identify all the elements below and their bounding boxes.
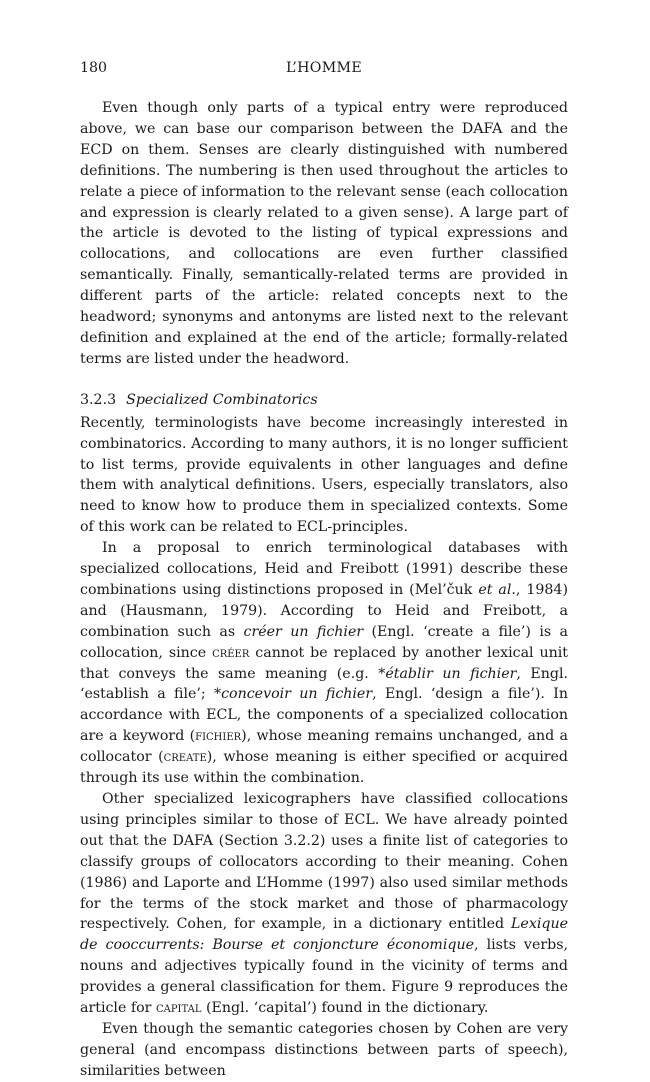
paragraph-5: Even though the semantic categories chosen by Cohen are very general (and encompass distinctions between parts of speech), similarities between (80, 1020, 568, 1079)
section-number: 3.2.3 (80, 391, 117, 408)
example-phrase: *concevoir un fichier (214, 686, 373, 703)
small-caps-term: capital (155, 1000, 202, 1017)
page-number: 180 (80, 60, 108, 76)
paragraph-2: Recently, terminologists have become increasingly interested in combinatorics. According to many authors, it is no longer sufficient to list terms, provide equivalents in other languages and define them with analytical definitions. Users, especially translators, also need to know how to produce them in specialized contexts. Some of this work can be related to ECL-principles. (80, 414, 568, 536)
example-phrase: créer un fichier (243, 623, 364, 640)
text-run: ), whose meaning is either specified or acquired through its use within the combination. (80, 749, 569, 787)
text-run: ), whose meaning remains unchanged, and a collocator ( (80, 728, 568, 766)
text-run: , Engl. ‘design a file’). In accordance with ECL, the components of a specialized collocation are a keyword ( (80, 686, 568, 745)
text-run: (Engl. ‘create a file’) is a collocation, since (80, 623, 569, 661)
example-phrase: *établir un fichier (378, 665, 517, 682)
page (80, 58, 568, 1082)
section-title: Specialized Combinatorics (126, 391, 318, 408)
small-caps-term: create (163, 749, 207, 766)
book-title: Lexique de cooccurrents: Bourse et conjoncture économique (80, 916, 568, 954)
paragraph-1: Even though only parts of a typical entry were reproduced above, we can base our comparison between the DAFA and the ECD on them. Senses are clearly distinguished with numbered definitions. The numbering is then used throughout the articles to relate a piece of information to the relevant sense (each collocation and expression is clearly related to a given sense). A large part of the article is devoted to the listing of typical expressions and collocations, and collocations are even further classified semantically. Finally, semantically-related terms are provided in different parts of the article: related concepts next to the headword; synonyms and antonyms are listed next to the relevant definition and explained at the end of the article; formally-related terms are listed under the headword. (80, 100, 568, 367)
small-caps-term: créer (212, 644, 250, 661)
text-run: , 1984) and (Hausmann, 1979). According to Heid and Freibott, a combination such as (80, 581, 568, 640)
text-run: , lists verbs, nouns and adjectives typically found in the vicinity of terms and provides a general classification for them. Figure 9 reproduces the article for (80, 937, 568, 1017)
running-title: L’HOMME (285, 60, 363, 76)
text-run: (Engl. ‘capital’) found in the dictionary. (201, 1000, 489, 1017)
small-caps-term: fichier (195, 728, 242, 745)
text-run: In a proposal to enrich terminological databases with specialized collocations, Heid and Freibott (1991) describe these combinations using distinctions proposed in (Mel’čuk (80, 540, 568, 598)
italic-text: et al. (478, 581, 516, 598)
paragraph-4 (80, 789, 568, 1019)
text-run: , Engl. ‘establish a file’; (80, 665, 568, 703)
section-heading (80, 390, 568, 411)
text-run: Other specialized lexicographers have classified collocations using principles similar to those of ECL. We have already pointed out that the DAFA (Section 3.2.2) uses a finite list of categories to classify groups of collocators according to their meaning. Cohen (1986) and Laporte and L’Homme (1997) also used similar methods for the terms of the stock market and those of pharmacology respectively. Cohen, for example, in a dictionary entitled (80, 791, 568, 933)
running-head (80, 58, 568, 80)
paragraph-3 (80, 538, 568, 789)
text-run: cannot be replaced by another lexical unit that conveys the same meaning (e.g. (80, 644, 568, 682)
